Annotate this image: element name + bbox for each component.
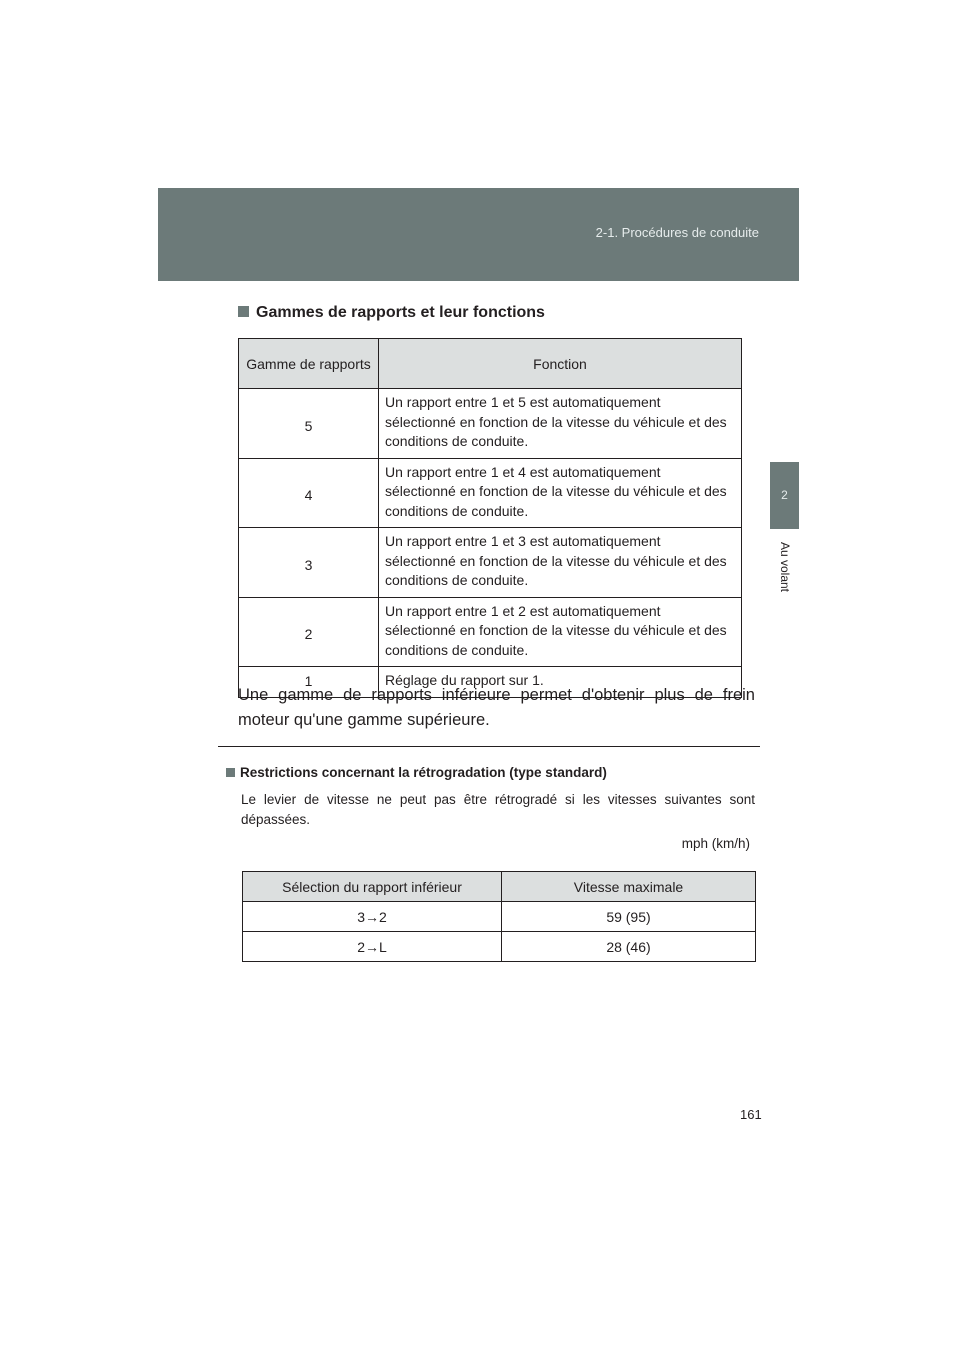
table-header-lower-gear: Sélection du rapport inférieur [243, 872, 502, 902]
table-row [239, 597, 742, 667]
downshift-cell: 3→2 [243, 902, 502, 932]
function-cell: Un rapport entre 1 et 5 est automatiquement sélectionné en fonction de la vitesse du véhicule et des conditions de conduite. [379, 389, 742, 459]
table-header-gear-range: Gamme de rapports [239, 339, 379, 389]
max-speed-cell: 28 (46) [502, 932, 756, 962]
square-bullet-icon [238, 306, 249, 317]
downshift-cell: 2→L [243, 932, 502, 962]
chapter-number: 2 [781, 488, 788, 502]
gear-range-table [238, 338, 742, 698]
table-header-function: Fonction [379, 339, 742, 389]
gear-cell: 5 [239, 389, 379, 459]
chapter-side-label-text: Au volant [777, 541, 792, 593]
table-header-max-speed: Vitesse maximale [502, 872, 756, 902]
chapter-tab [770, 462, 799, 529]
page-number: 161 [740, 1107, 762, 1122]
section-divider [218, 746, 760, 747]
engine-braking-note: Une gamme de rapports inférieure permet d'obtenir plus de frein moteur qu'une gamme supérieure. [238, 686, 755, 729]
gear-cell: 2 [239, 597, 379, 667]
section-heading-text: Gammes de rapports et leur fonctions [256, 304, 545, 321]
chapter-title: 2-1. Procédures de conduite [595, 225, 759, 240]
function-cell: Un rapport entre 1 et 3 est automatiquement sélectionné en fonction de la vitesse du véhicule et des conditions de conduite. [379, 528, 742, 598]
function-cell: Un rapport entre 1 et 4 est automatiquement sélectionné en fonction de la vitesse du véhicule et des conditions de conduite. [379, 458, 742, 528]
section-heading-gear-ranges [238, 304, 545, 322]
chapter-side-label [770, 532, 799, 602]
table-row [243, 902, 756, 932]
gear-cell: 4 [239, 458, 379, 528]
square-bullet-icon [226, 768, 235, 777]
section-heading-text: Restrictions concernant la rétrogradation (type standard) [240, 765, 607, 780]
table-row [239, 458, 742, 528]
downshift-speed-table [242, 871, 756, 962]
function-cell: Un rapport entre 1 et 2 est automatiquement sélectionné en fonction de la vitesse du véhicule et des conditions de conduite. [379, 597, 742, 667]
speed-unit-label: mph (km/h) [681, 836, 750, 851]
downshift-paragraph: Le levier de vitesse ne peut pas être rétrogradé si les vitesses suivantes sont dépassées. [241, 792, 755, 827]
section-heading-downshift [226, 765, 607, 780]
gear-cell: 1 [239, 667, 379, 698]
table-row [239, 389, 742, 459]
chapter-header [158, 188, 799, 281]
max-speed-cell: 59 (95) [502, 902, 756, 932]
function-cell: Réglage du rapport sur 1. [379, 667, 742, 698]
gear-cell: 3 [239, 528, 379, 598]
table-row [239, 528, 742, 598]
table-row [243, 932, 756, 962]
